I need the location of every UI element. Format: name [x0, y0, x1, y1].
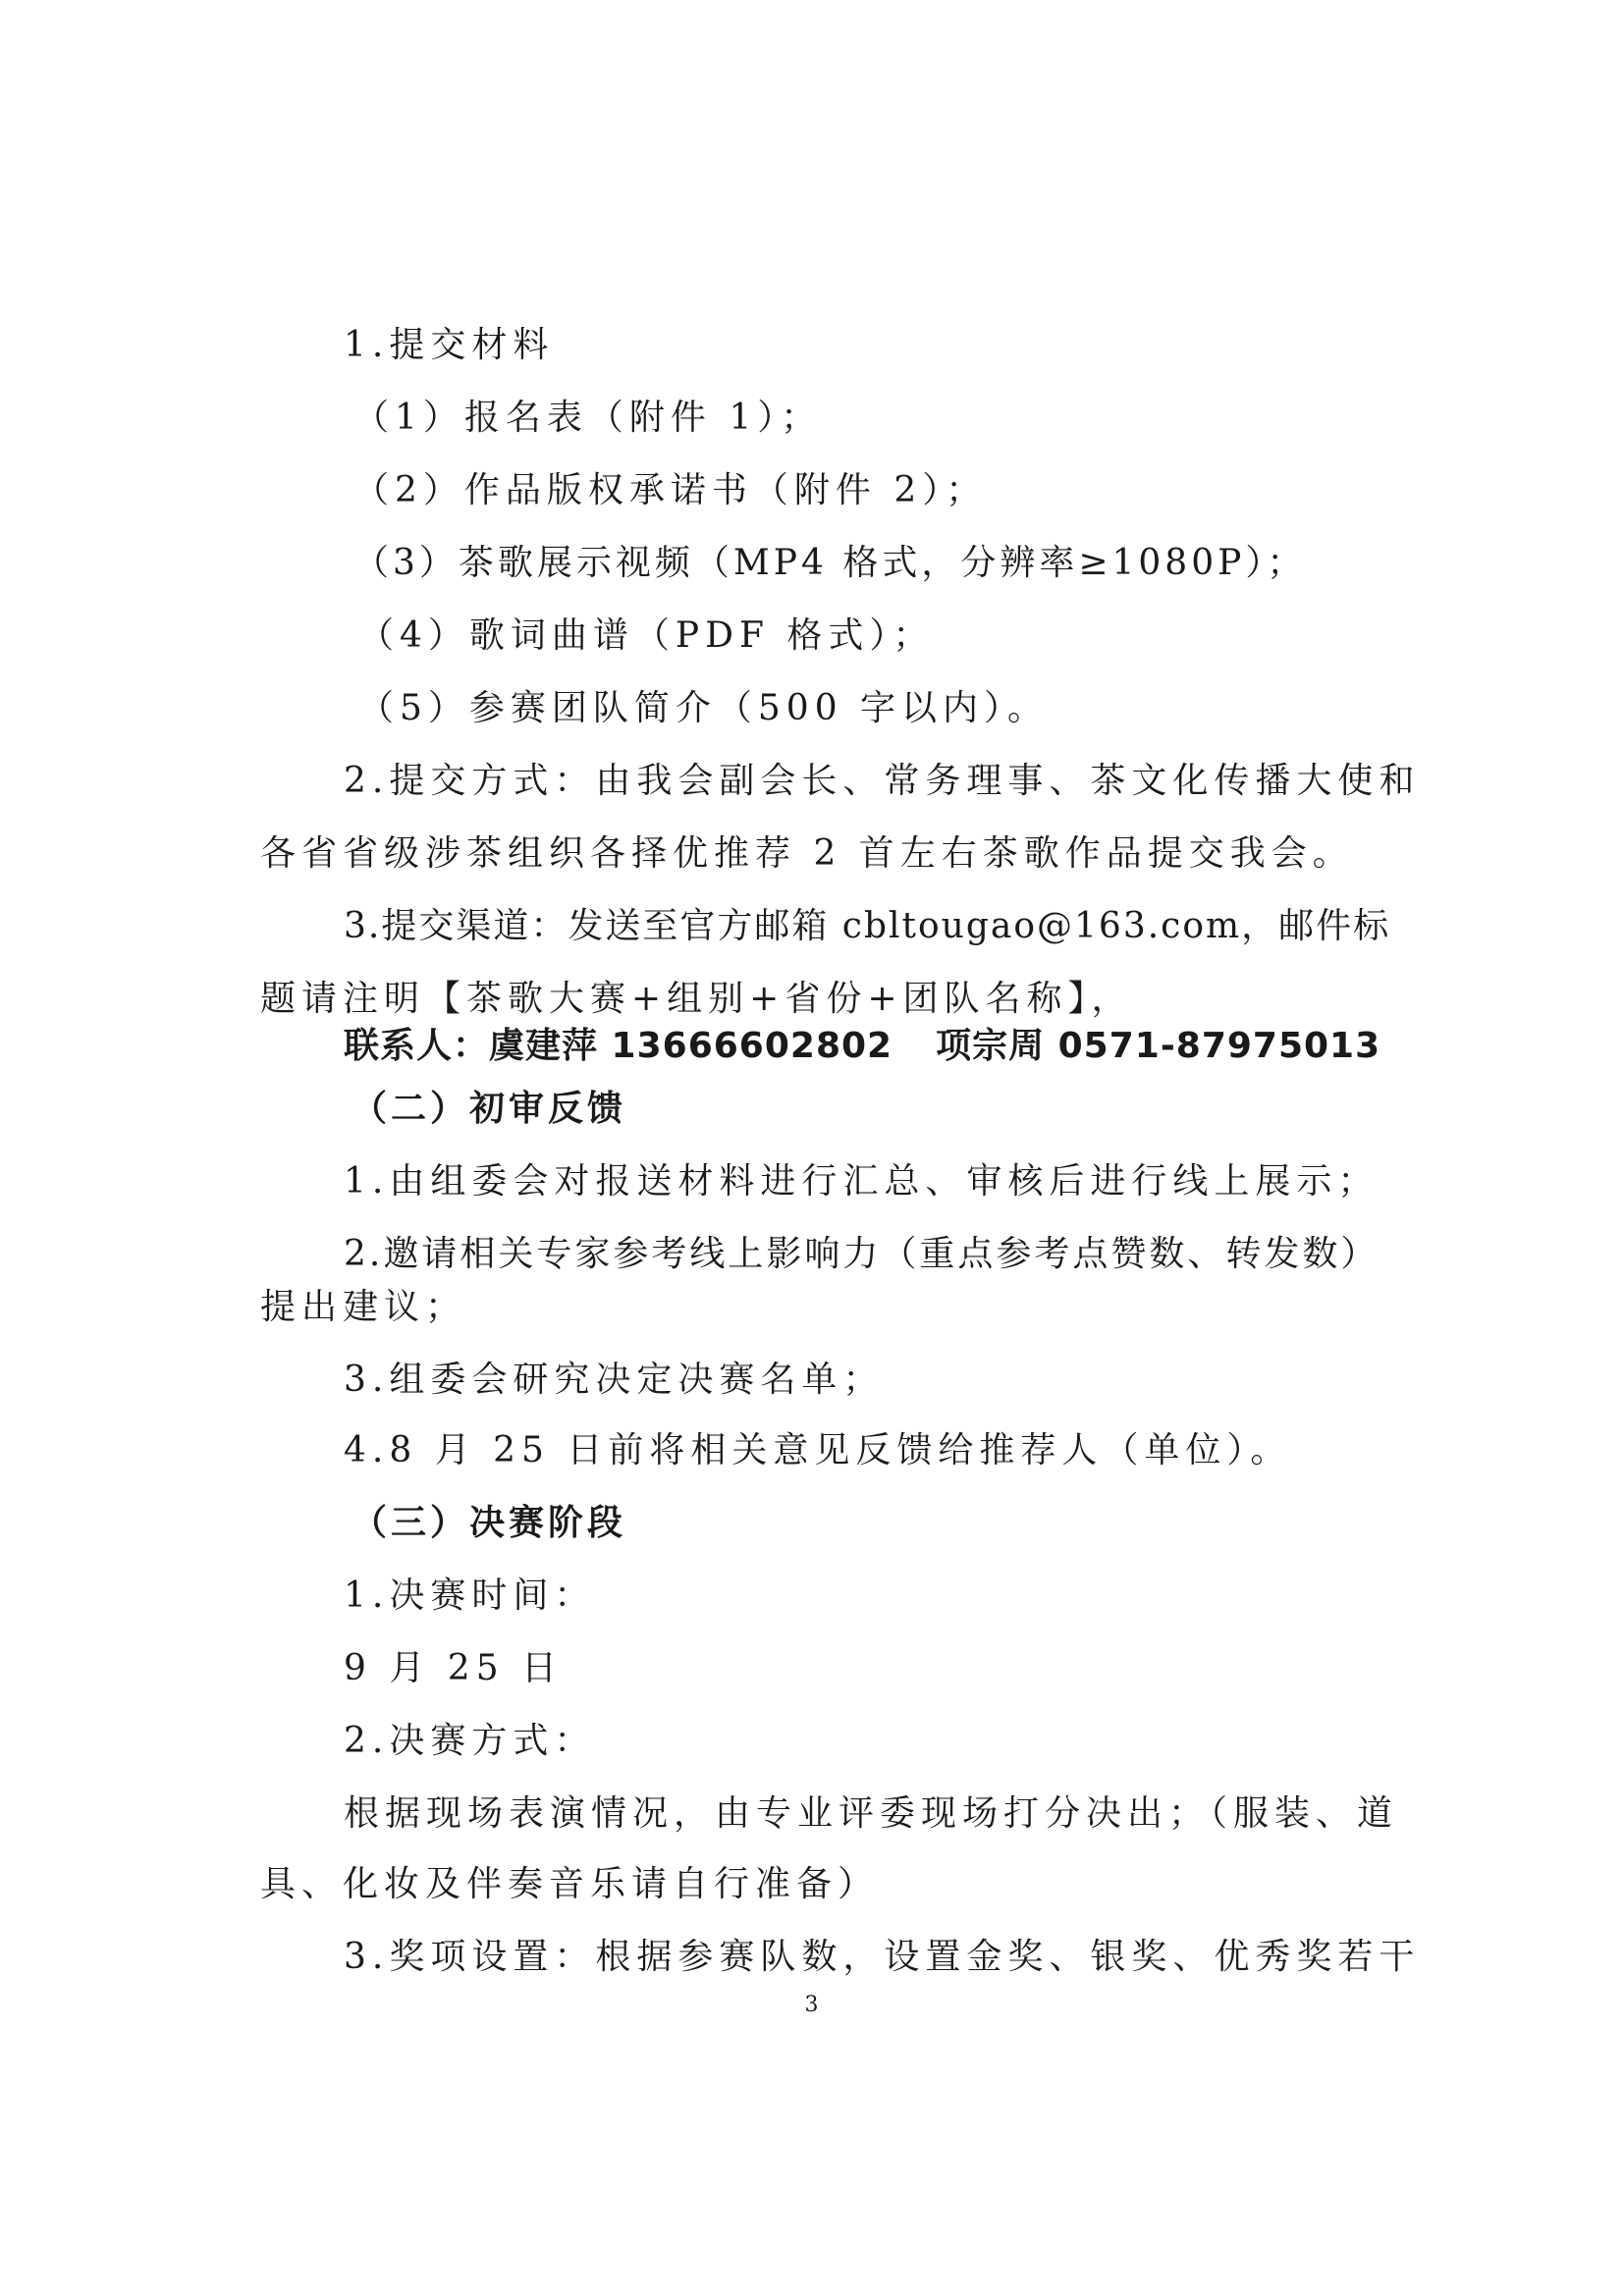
- final-time-value: 9 月 25 日: [344, 1648, 564, 1688]
- final-method-line-2: 具、化妆及伴奏音乐请自行准备）: [260, 1864, 880, 1904]
- submit-channel-line-1: 3.提交渠道：发送至官方邮箱 cbltougao@163.com，邮件标: [344, 906, 1391, 946]
- submit-material-item-5: （5）参赛团队简介（500 字以内）。: [358, 688, 1050, 728]
- submit-material-item-2: （2）作品版权承诺书（附件 2）；: [353, 470, 988, 510]
- final-method-label: 2.决赛方式：: [344, 1721, 596, 1761]
- contact-line: [344, 1025, 1380, 1068]
- submit-method-line-2: 各省省级涉茶组织各择优推荐 2 首左右茶歌作品提交我会。: [260, 833, 1354, 874]
- contact-person-2: 项宗周 0571-87975013: [936, 1026, 1381, 1066]
- page-number: 3: [804, 1993, 819, 2017]
- preliminary-item-2-line-2: 提出建议；: [260, 1287, 467, 1327]
- preliminary-item-2-line-1: 2.邀请相关专家参考线上影响力（重点参考点赞数、转发数）: [344, 1234, 1380, 1274]
- preliminary-item-1: 1.由组委会对报送材料进行汇总、审核后进行线上展示；: [344, 1161, 1380, 1201]
- final-heading: （三）决赛阶段: [352, 1503, 627, 1543]
- submit-material-item-4: （4）歌词曲谱（PDF 格式）；: [358, 615, 935, 656]
- preliminary-item-3: 3.组委会研究决定决赛名单；: [344, 1360, 885, 1400]
- submit-material-item-1: （1）报名表（附件 1）；: [353, 398, 823, 438]
- submit-materials-heading: 1.提交材料: [344, 325, 555, 365]
- preliminary-item-4: 4.8 月 25 日前将相关意见反馈给推荐人（单位）。: [344, 1430, 1292, 1470]
- preliminary-heading: （二）初审反馈: [352, 1089, 627, 1129]
- contact-person-1: 虞建萍 13666602802: [489, 1026, 893, 1066]
- submit-method-line-1: 2.提交方式：由我会副会长、常务理事、茶文化传播大使和: [344, 761, 1421, 801]
- final-awards-line-1: 3.奖项设置：根据参赛队数，设置金奖、银奖、优秀奖若干: [344, 1937, 1421, 1977]
- final-method-line-1: 根据现场表演情况，由专业评委现场打分决出；（服装、道: [344, 1793, 1399, 1834]
- submit-material-item-3: （3）茶歌展示视频（MP4 格式，分辨率≥1080P）；: [353, 543, 1307, 583]
- final-time-label: 1.决赛时间：: [344, 1575, 596, 1616]
- contact-label: 联系人：: [344, 1026, 490, 1066]
- submit-channel-line-2: 题请注明【茶歌大赛+组别+省份+团队名称】，: [260, 979, 1133, 1019]
